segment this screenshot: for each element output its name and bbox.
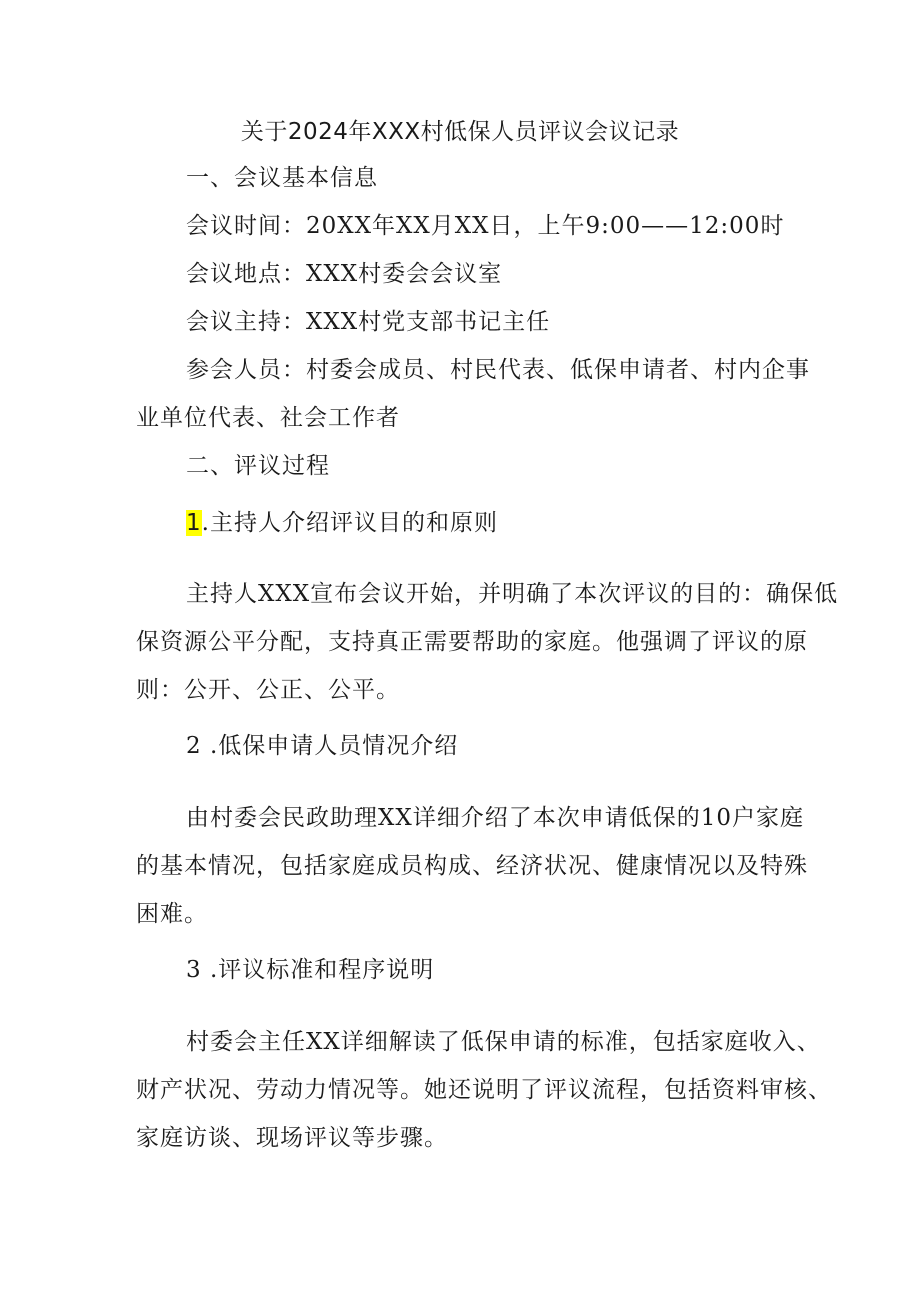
section-heading-process: 二、评议过程 xyxy=(186,453,330,479)
item-1-number-highlight: 1 xyxy=(186,510,202,536)
attendees-line-1: 参会人员：村委会成员、村民代表、低保申请者、村内企事 xyxy=(186,357,810,383)
item-1-heading xyxy=(0,507,920,539)
attendees-line-2: 业单位代表、社会工作者 xyxy=(136,405,400,431)
meeting-time: 会议时间：20XX年XX月XX日，上午9:00——12:00时 xyxy=(186,213,785,239)
document-title: 关于2024年XXX村低保人员评议会议记录 xyxy=(240,119,680,145)
meeting-place: 会议地点：XXX村委会会议室 xyxy=(186,261,503,287)
item-3-heading: 3 .评议标准和程序说明 xyxy=(186,957,435,983)
item-2-paragraph-line-3: 困难。 xyxy=(136,901,208,927)
item-3-paragraph-line-2: 财产状况、劳动力情况等。她还说明了评议流程，包括资料审核、 xyxy=(136,1077,832,1103)
item-1-heading-text: .主持人介绍评议目的和原则 xyxy=(201,510,498,536)
item-2-paragraph-line-2: 的基本情况，包括家庭成员构成、经济状况、健康情况以及特殊 xyxy=(136,853,808,879)
item-3-paragraph-line-3: 家庭访谈、现场评议等步骤。 xyxy=(136,1125,448,1151)
meeting-host: 会议主持：XXX村党支部书记主任 xyxy=(186,309,551,335)
item-1-paragraph-line-3: 则：公开、公正、公平。 xyxy=(136,677,400,703)
section-heading-basic-info: 一、会议基本信息 xyxy=(186,165,378,191)
item-2-paragraph-line-1: 由村委会民政助理XX详细介绍了本次申请低保的10户家庭 xyxy=(186,805,805,831)
item-1-paragraph-line-2: 保资源公平分配，支持真正需要帮助的家庭。他强调了评议的原 xyxy=(136,629,808,655)
item-2-heading: 2 .低保申请人员情况介绍 xyxy=(186,733,459,759)
item-3-paragraph-line-1: 村委会主任XX详细解读了低保申请的标准，包括家庭收入、 xyxy=(186,1029,821,1055)
item-1-paragraph-line-1: 主持人XXX宣布会议开始，并明确了本次评议的目的：确保低 xyxy=(186,581,839,607)
